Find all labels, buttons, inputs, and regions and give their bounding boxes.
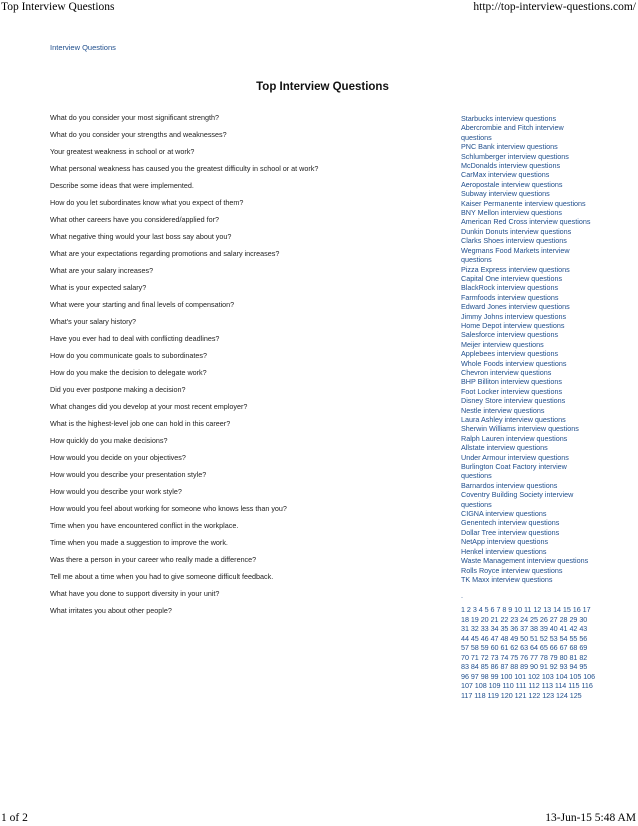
page-link[interactable]: 115 <box>568 681 580 691</box>
page-link[interactable]: 71 <box>470 652 479 662</box>
page-link[interactable]: 84 <box>470 662 479 672</box>
page-link[interactable]: 10 <box>514 605 523 615</box>
page-link[interactable]: 53 <box>549 633 558 643</box>
page-link[interactable]: 63 <box>520 643 529 653</box>
page-link[interactable]: 50 <box>520 633 529 643</box>
question-item: How quickly do you make decisions? <box>50 436 168 445</box>
sidebar-list-item <box>461 396 591 405</box>
page-link[interactable]: 18 <box>461 614 469 624</box>
page-link[interactable]: 104 <box>555 671 568 681</box>
page-link[interactable]: 15 <box>562 605 571 615</box>
page-link[interactable]: 46 <box>480 633 489 643</box>
sidebar-link[interactable]: Coventry Building Society interview questions <box>461 490 574 509</box>
print-header-url: http://top-interview-questions.com/ <box>473 1 636 13</box>
sidebar-list-item <box>461 302 591 311</box>
sidebar-list-item <box>461 208 591 217</box>
page-link[interactable]: 55 <box>569 633 578 643</box>
sidebar-list-item <box>461 340 591 349</box>
page-link[interactable]: 37 <box>520 624 529 634</box>
sidebar-link[interactable]: BHP Billiton interview questions <box>461 377 562 387</box>
page-link[interactable]: 58 <box>470 643 479 653</box>
page-link[interactable]: 100 <box>500 671 513 681</box>
page-link[interactable]: 30 <box>579 614 588 624</box>
page-link[interactable]: 28 <box>559 614 568 624</box>
sidebar-list-item <box>461 321 591 330</box>
page-link[interactable]: 80 <box>559 652 568 662</box>
question-item: What is your expected salary? <box>50 283 147 292</box>
sidebar-link[interactable]: BNY Mellon interview questions <box>461 208 562 218</box>
page-link[interactable]: 29 <box>569 614 578 624</box>
page-link[interactable]: 111 <box>515 681 527 691</box>
print-footer <box>0 810 638 826</box>
sidebar-list-item <box>461 142 591 151</box>
page-link[interactable]: 11 <box>524 605 532 615</box>
question-item: What were your starting and final levels of compensation? <box>50 300 235 309</box>
page-link[interactable]: 9 <box>508 605 513 615</box>
question-item: What negative thing would your last boss say about you? <box>50 232 232 241</box>
interview-questions-link[interactable]: Interview Questions <box>50 43 116 52</box>
page-link[interactable]: 23 <box>510 614 519 624</box>
sidebar-link[interactable]: Starbucks interview questions <box>461 114 557 123</box>
page-link[interactable]: 66 <box>549 643 558 653</box>
sidebar-link[interactable]: BlackRock interview questions <box>461 283 559 293</box>
sidebar-link[interactable]: Kaiser Permanente interview questions <box>461 198 586 208</box>
page-link[interactable]: 13 <box>543 605 552 615</box>
page-link[interactable]: 26 <box>539 614 548 624</box>
sidebar-list-item <box>461 180 591 189</box>
page-link[interactable]: 44 <box>461 633 469 643</box>
sidebar-links-list <box>461 114 591 584</box>
page-link[interactable]: 74 <box>500 652 509 662</box>
sidebar-list-item <box>461 566 591 575</box>
page-link[interactable]: 72 <box>480 652 489 662</box>
page-link[interactable]: 8 <box>502 605 507 615</box>
page-link[interactable]: 1 <box>461 605 465 615</box>
sidebar-link[interactable]: Subway interview questions <box>461 189 550 199</box>
sidebar-list-item <box>461 293 591 302</box>
page-link[interactable]: 54 <box>559 633 568 643</box>
page-link[interactable]: 98 <box>480 671 489 681</box>
page-link[interactable]: 57 <box>461 643 469 653</box>
page-link[interactable]: 90 <box>530 662 538 672</box>
page-link[interactable]: 14 <box>553 605 561 615</box>
sidebar-link[interactable]: Jimmy Johns interview questions <box>461 311 567 321</box>
sidebar-link[interactable]: TK Maxx interview questions <box>461 574 553 584</box>
page-link[interactable]: 78 <box>539 652 548 662</box>
page-link[interactable]: 89 <box>520 662 529 672</box>
page-link[interactable]: 22 <box>500 614 509 624</box>
page-link[interactable]: 16 <box>572 605 581 615</box>
sidebar-link[interactable]: Schlumberger interview questions <box>461 151 569 161</box>
sidebar-list-item <box>461 443 591 452</box>
page-link[interactable]: 33 <box>480 624 489 634</box>
print-footer-date: 13-Jun-15 5:48 AM <box>545 812 636 824</box>
page-link[interactable]: 17 <box>582 605 591 615</box>
page-link[interactable]: 36 <box>510 624 519 634</box>
page-link[interactable]: 77 <box>530 652 538 662</box>
sidebar-list-item <box>461 152 591 161</box>
sidebar-link[interactable]: Capital One interview questions <box>461 273 563 283</box>
question-item: What is the highest-level job one can hold in this career? <box>50 419 231 428</box>
sidebar-link[interactable]: Foot Locker interview questions <box>461 386 563 396</box>
page-link[interactable]: 19 <box>470 614 479 624</box>
question-item: How would you describe your work style? <box>50 487 182 496</box>
page-link[interactable]: 82 <box>579 652 588 662</box>
page-link[interactable]: 24 <box>520 614 529 624</box>
questions-list <box>50 114 440 624</box>
page-link[interactable]: 113 <box>541 681 553 691</box>
sidebar-list-item <box>461 453 591 462</box>
page-link[interactable]: 27 <box>549 614 558 624</box>
page-link[interactable]: 102 <box>528 671 540 681</box>
page-link[interactable]: 94 <box>569 662 578 672</box>
page-link[interactable]: 51 <box>530 633 538 643</box>
page-link[interactable]: 31 <box>461 624 469 634</box>
sidebar-link[interactable]: Waste Management interview questions <box>461 556 589 566</box>
sidebar-list-item <box>461 377 591 386</box>
sidebar-link[interactable]: Allstate interview questions <box>461 443 548 453</box>
question-item: How do you communicate goals to subordinates? <box>50 351 208 360</box>
sidebar-list-item <box>461 283 591 292</box>
page-link[interactable]: 21 <box>490 614 499 624</box>
sidebar-list-item <box>461 528 591 537</box>
question-item: What's your salary history? <box>50 317 137 326</box>
page-link[interactable]: 83 <box>461 662 469 672</box>
question-item: What are your salary increases? <box>50 266 154 275</box>
page-link[interactable]: 73 <box>490 652 499 662</box>
page-link[interactable]: 106 <box>583 671 596 681</box>
page-link[interactable]: 125 <box>569 690 582 700</box>
sidebar-list-item <box>461 518 591 527</box>
sidebar-list-item <box>461 509 591 518</box>
page-link[interactable]: 109 <box>488 681 501 691</box>
sidebar-list-item <box>461 368 591 377</box>
sidebar-link[interactable]: Salesforce interview questions <box>461 330 559 340</box>
sidebar-link[interactable]: Clarks Shoes interview questions <box>461 236 567 246</box>
sidebar-link[interactable]: Laura Ashley interview questions <box>461 415 566 424</box>
sidebar-list-item <box>461 189 591 198</box>
page-link[interactable]: 92 <box>549 662 558 672</box>
page-link[interactable]: 112 <box>528 681 540 691</box>
page-link[interactable]: 38 <box>530 624 538 634</box>
page-title: Top Interview Questions <box>256 81 389 93</box>
question-item: How do you make the decision to delegate work? <box>50 368 207 377</box>
question-item: Describe some ideas that were implemented. <box>50 181 194 190</box>
sidebar-link[interactable]: Dollar Tree interview questions <box>461 527 560 537</box>
page-link[interactable]: 117 <box>461 690 473 700</box>
sidebar-link[interactable]: Nestle interview questions <box>461 405 545 415</box>
question-item: What have you done to support diversity in your unit? <box>50 589 220 598</box>
sidebar-list-item <box>461 490 591 509</box>
sidebar-list-item <box>461 575 591 584</box>
page-link[interactable]: 105 <box>569 671 582 681</box>
sidebar-link[interactable]: Wegmans Food Markets interview questions <box>461 245 570 265</box>
sidebar-list-item <box>461 330 591 339</box>
page-link[interactable]: 25 <box>530 614 538 624</box>
page-link[interactable]: 91 <box>539 662 548 672</box>
page-link[interactable]: 88 <box>510 662 519 672</box>
sidebar-link[interactable]: Rolls Royce interview questions <box>461 565 563 575</box>
page-link[interactable]: 65 <box>539 643 548 653</box>
sidebar-link[interactable]: CarMax interview questions <box>461 170 550 180</box>
sidebar-list-item <box>461 537 591 546</box>
question-item: What irritates you about other people? <box>50 606 172 615</box>
page-link[interactable]: 39 <box>539 624 548 634</box>
sidebar-link[interactable]: Barnardos interview questions <box>461 480 558 490</box>
sidebar-list-item <box>461 199 591 208</box>
sidebar-list-item <box>461 312 591 321</box>
sidebar-link[interactable]: Meijer interview questions <box>461 339 544 349</box>
page-link[interactable]: 124 <box>555 690 568 700</box>
question-item: Did you ever postpone making a decision? <box>50 385 186 394</box>
sidebar-link[interactable]: Disney Store interview questions <box>461 396 566 406</box>
page-link[interactable]: 114 <box>554 681 567 691</box>
sidebar-dot: . <box>461 591 463 601</box>
page-link[interactable]: 95 <box>579 662 588 672</box>
sidebar-link[interactable]: Genentech interview questions <box>461 518 560 528</box>
sidebar-list-item <box>461 462 591 481</box>
page-link[interactable]: 86 <box>490 662 499 672</box>
page-link[interactable]: 12 <box>533 605 542 615</box>
page-link[interactable]: 47 <box>490 633 499 643</box>
sidebar-link[interactable]: CIGNA interview questions <box>461 509 547 519</box>
page-link[interactable]: 61 <box>500 643 509 653</box>
sidebar-link[interactable]: Pizza Express interview questions <box>461 264 570 274</box>
sidebar-list-item <box>461 123 591 142</box>
print-header-title: Top Interview Questions <box>1 1 115 13</box>
sidebar-link[interactable]: Whole Foods interview questions <box>461 358 567 368</box>
sidebar-link[interactable]: Henkel interview questions <box>461 546 547 556</box>
question-item: Have you ever had to deal with conflicting deadlines? <box>50 334 220 343</box>
question-item: How do you let subordinates know what you expect of them? <box>50 198 244 207</box>
page-link[interactable]: 101 <box>514 671 527 681</box>
sidebar-list-item <box>461 170 591 179</box>
sidebar-list-item <box>461 114 591 123</box>
page-link[interactable]: 59 <box>480 643 489 653</box>
page-link[interactable]: 40 <box>549 624 558 634</box>
page-link[interactable]: 3 <box>472 605 477 615</box>
page-link[interactable]: 34 <box>490 624 499 634</box>
sidebar-list-item <box>461 349 591 358</box>
page-link[interactable]: 41 <box>559 624 568 634</box>
page-link[interactable]: 119 <box>487 690 499 700</box>
page-link[interactable]: 43 <box>579 624 588 634</box>
sidebar-link[interactable]: Home Depot interview questions <box>461 320 565 330</box>
sidebar-list-item <box>461 406 591 415</box>
page-link[interactable]: 123 <box>542 690 555 700</box>
sidebar-list-item <box>461 246 591 265</box>
sidebar-link[interactable]: McDonalds interview questions <box>461 161 561 171</box>
page-link[interactable]: 75 <box>510 652 519 662</box>
sidebar-link[interactable]: Ralph Lauren interview questions <box>461 433 568 443</box>
sidebar-link[interactable]: Edward Jones interview questions <box>461 302 570 312</box>
page-link[interactable]: 79 <box>549 652 558 662</box>
page-link[interactable]: 60 <box>490 643 499 653</box>
page-link[interactable]: 96 <box>461 671 469 681</box>
question-item: What other careers have you considered/applied for? <box>50 215 220 224</box>
sidebar-link[interactable]: Sherwin Williams interview questions <box>461 424 579 434</box>
page-link[interactable]: 70 <box>461 652 469 662</box>
page-link[interactable]: 118 <box>474 690 486 700</box>
sidebar-link[interactable]: PNC Bank interview questions <box>461 142 558 152</box>
question-item: Tell me about a time when you had to give someone difficult feedback. <box>50 572 274 581</box>
page-link[interactable]: 6 <box>490 605 495 615</box>
question-item: How would you feel about working for someone who knows less than you? <box>50 504 287 513</box>
sidebar-link[interactable]: Chevron interview questions <box>461 367 552 377</box>
sidebar-link[interactable]: Burlington Coat Factory interview questions <box>461 462 567 481</box>
page-link[interactable]: 35 <box>500 624 509 634</box>
sidebar <box>461 114 596 700</box>
sidebar-link[interactable]: Farmfoods interview questions <box>461 292 559 302</box>
sidebar-link[interactable]: Aeropostale interview questions <box>461 179 563 189</box>
page-link[interactable]: 99 <box>490 671 499 681</box>
sidebar-link[interactable]: American Red Cross interview questions <box>461 217 591 227</box>
page-link[interactable]: 76 <box>520 652 529 662</box>
sidebar-list-item <box>461 434 591 443</box>
question-item: What changes did you develop at your most recent employer? <box>50 402 248 411</box>
question-item: What are your expectations regarding promotions and salary increases? <box>50 249 280 258</box>
page-link[interactable]: 107 <box>461 681 473 691</box>
sidebar-link[interactable]: Under Armour interview questions <box>461 452 569 462</box>
sidebar-link[interactable]: Dunkin Donuts interview questions <box>461 226 572 236</box>
page-link[interactable]: 87 <box>500 662 509 672</box>
question-item: What do you consider your most significant strength? <box>50 113 219 122</box>
page-link[interactable]: 120 <box>500 690 513 700</box>
question-item: What do you consider your strengths and weaknesses? <box>50 130 227 139</box>
page-link[interactable]: 110 <box>502 681 514 691</box>
page-link[interactable]: 64 <box>530 643 538 653</box>
sidebar-list-item <box>461 161 591 170</box>
print-footer-page: 1 of 2 <box>1 812 28 824</box>
question-item: How would you describe your presentation style? <box>50 470 207 479</box>
pagination <box>461 605 597 700</box>
page-link[interactable]: 122 <box>528 690 541 700</box>
page-link[interactable]: 48 <box>500 633 509 643</box>
question-item: Was there a person in your career who really made a difference? <box>50 555 257 564</box>
page-link[interactable]: 85 <box>480 662 489 672</box>
sidebar-list-item <box>461 217 591 226</box>
question-item: Time when you have encountered conflict in the workplace. <box>50 521 239 530</box>
page-link[interactable]: 62 <box>510 643 519 653</box>
question-item: Your greatest weakness in school or at work? <box>50 147 195 156</box>
page-link[interactable]: 108 <box>474 681 487 691</box>
page-link[interactable]: 42 <box>569 624 578 634</box>
page-link[interactable]: 52 <box>539 633 548 643</box>
page-link[interactable]: 121 <box>514 690 527 700</box>
page-link[interactable]: 4 <box>478 605 483 615</box>
sidebar-list-item <box>461 274 591 283</box>
page-link[interactable]: 32 <box>470 624 479 634</box>
sidebar-list-item <box>461 481 591 490</box>
question-item: Time when you made a suggestion to improve the work. <box>50 538 228 547</box>
page-link[interactable]: 68 <box>569 643 578 653</box>
page-link[interactable]: 67 <box>559 643 568 653</box>
sidebar-link[interactable]: Abercrombie and Fitch interview questions <box>461 123 564 142</box>
sidebar-list-item <box>461 547 591 556</box>
sidebar-list-item <box>461 236 591 245</box>
print-header <box>0 0 638 16</box>
page-link[interactable]: 56 <box>579 633 588 643</box>
question-item: What personal weakness has caused you the greatest difficulty in school or at work? <box>50 164 319 173</box>
sidebar-list-item <box>461 227 591 236</box>
sidebar-list-item <box>461 556 591 565</box>
page-link[interactable]: 5 <box>484 605 489 615</box>
page-link[interactable]: 69 <box>579 643 588 653</box>
question-item: How would you decide on your objectives? <box>50 453 186 462</box>
sidebar-list-item <box>461 359 591 368</box>
page-link[interactable]: 93 <box>559 662 568 672</box>
sidebar-link[interactable]: NetApp interview questions <box>461 537 549 547</box>
sidebar-link[interactable]: Applebees interview questions <box>461 349 559 359</box>
page-link[interactable]: 81 <box>569 652 578 662</box>
sidebar-list-item <box>461 387 591 396</box>
page-link[interactable]: 45 <box>470 633 479 643</box>
page-link[interactable]: 49 <box>510 633 519 643</box>
page-link[interactable]: 116 <box>581 681 593 691</box>
sidebar-list-item <box>461 424 591 433</box>
page-link[interactable]: 20 <box>480 614 489 624</box>
sidebar-list-item <box>461 415 591 424</box>
page-link[interactable]: 2 <box>466 605 471 615</box>
page-link[interactable]: 97 <box>470 671 479 681</box>
page-link[interactable]: 7 <box>496 605 501 615</box>
sidebar-list-item <box>461 265 591 274</box>
page-link[interactable]: 103 <box>541 671 554 681</box>
